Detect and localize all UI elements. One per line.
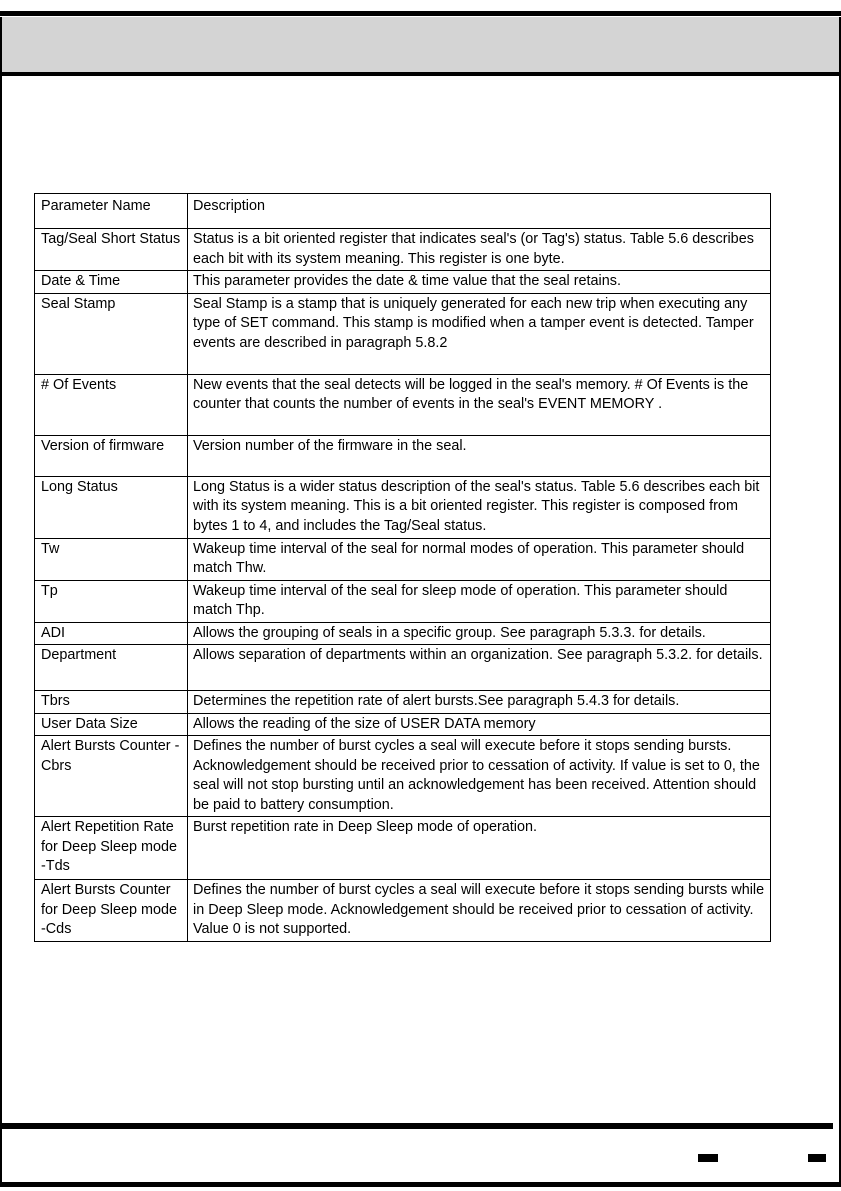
- table-row: [35, 435, 771, 476]
- parameter-name: Department: [35, 645, 188, 691]
- table-row: [35, 691, 771, 714]
- parameter-name: ADI: [35, 622, 188, 645]
- header-band: [2, 17, 839, 76]
- table-row: [35, 622, 771, 645]
- parameter-name: Alert Bursts Counter for Deep Sleep mode -Cds: [35, 880, 188, 942]
- parameter-description: Status is a bit oriented register that indicates seal's (or Tag's) status. Table 5.6 describes each bit with its system meaning. This register is one byte.: [188, 229, 771, 271]
- table-row: [35, 374, 771, 435]
- top-rule: [0, 11, 841, 16]
- parameter-description: Allows separation of departments within an organization. See paragraph 5.3.2. for details.: [188, 645, 771, 691]
- parameter-description: Wakeup time interval of the seal for normal modes of operation. This parameter should match Thw.: [188, 538, 771, 580]
- parameter-name: Version of firmware: [35, 435, 188, 476]
- table-row: [35, 645, 771, 691]
- parameter-name: Alert Bursts Counter - Cbrs: [35, 736, 188, 817]
- table-header-row: [35, 194, 771, 229]
- table-row: [35, 880, 771, 942]
- parameter-description: Burst repetition rate in Deep Sleep mode of operation.: [188, 817, 771, 880]
- header-description: Description: [188, 194, 771, 229]
- table-row: [35, 736, 771, 817]
- table-row: [35, 229, 771, 271]
- parameter-name: Alert Repetition Rate for Deep Sleep mode -Tds: [35, 817, 188, 880]
- parameter-name: Long Status: [35, 476, 188, 538]
- parameter-description: Seal Stamp is a stamp that is uniquely generated for each new trip when executing any type of SET command. This stamp is modified when a tamper event is detected. Tamper events are described in paragraph 5.8.2: [188, 293, 771, 374]
- table-row: [35, 538, 771, 580]
- parameter-description: Allows the grouping of seals in a specific group. See paragraph 5.3.3. for details.: [188, 622, 771, 645]
- parameter-name: Tbrs: [35, 691, 188, 714]
- footer-mark-left: [698, 1154, 718, 1162]
- parameter-description: Version number of the firmware in the seal.: [188, 435, 771, 476]
- header-parameter-name: Parameter Name: [35, 194, 188, 229]
- parameter-description: Long Status is a wider status description of the seal's status. Table 5.6 describes each bit with its system meaning. This is a bit oriented register. This register is composed from bytes 1 to 4, and includes the Tag/Seal status.: [188, 476, 771, 538]
- table-row: [35, 293, 771, 374]
- parameter-name: Seal Stamp: [35, 293, 188, 374]
- table-row: [35, 476, 771, 538]
- table-row: [35, 817, 771, 880]
- parameter-description: Defines the number of burst cycles a seal will execute before it stops sending bursts while in Deep Sleep mode. Acknowledgement should be received prior to cessation of activity. Value 0 is not supported.: [188, 880, 771, 942]
- parameter-name: # Of Events: [35, 374, 188, 435]
- parameter-description: New events that the seal detects will be logged in the seal's memory. # Of Events is the counter that counts the number of events in the seal's EVENT MEMORY .: [188, 374, 771, 435]
- parameter-description: Wakeup time interval of the seal for sleep mode of operation. This parameter should match Thp.: [188, 580, 771, 622]
- parameter-name: Date & Time: [35, 271, 188, 294]
- parameter-name: Tw: [35, 538, 188, 580]
- table-row: [35, 271, 771, 294]
- left-page-border: [0, 17, 2, 1187]
- table-row: [35, 713, 771, 736]
- parameter-name: Tp: [35, 580, 188, 622]
- parameter-description: Allows the reading of the size of USER DATA memory: [188, 713, 771, 736]
- parameter-name: User Data Size: [35, 713, 188, 736]
- parameter-description: Defines the number of burst cycles a seal will execute before it stops sending bursts. Acknowledgement should be received prior to cessation of activity. If value is set to 0, the seal will not stop bursting until an acknowledgement has been received. Attention should be paid to battery consumption.: [188, 736, 771, 817]
- parameter-description: This parameter provides the date & time value that the seal retains.: [188, 271, 771, 294]
- parameter-description: Determines the repetition rate of alert bursts.See paragraph 5.4.3 for details.: [188, 691, 771, 714]
- footer-mark-right: [808, 1154, 826, 1162]
- table-row: [35, 580, 771, 622]
- parameter-name: Tag/Seal Short Status: [35, 229, 188, 271]
- bottom-rule: [0, 1182, 841, 1187]
- parameter-table: [34, 193, 771, 942]
- footer-rule: [0, 1123, 833, 1129]
